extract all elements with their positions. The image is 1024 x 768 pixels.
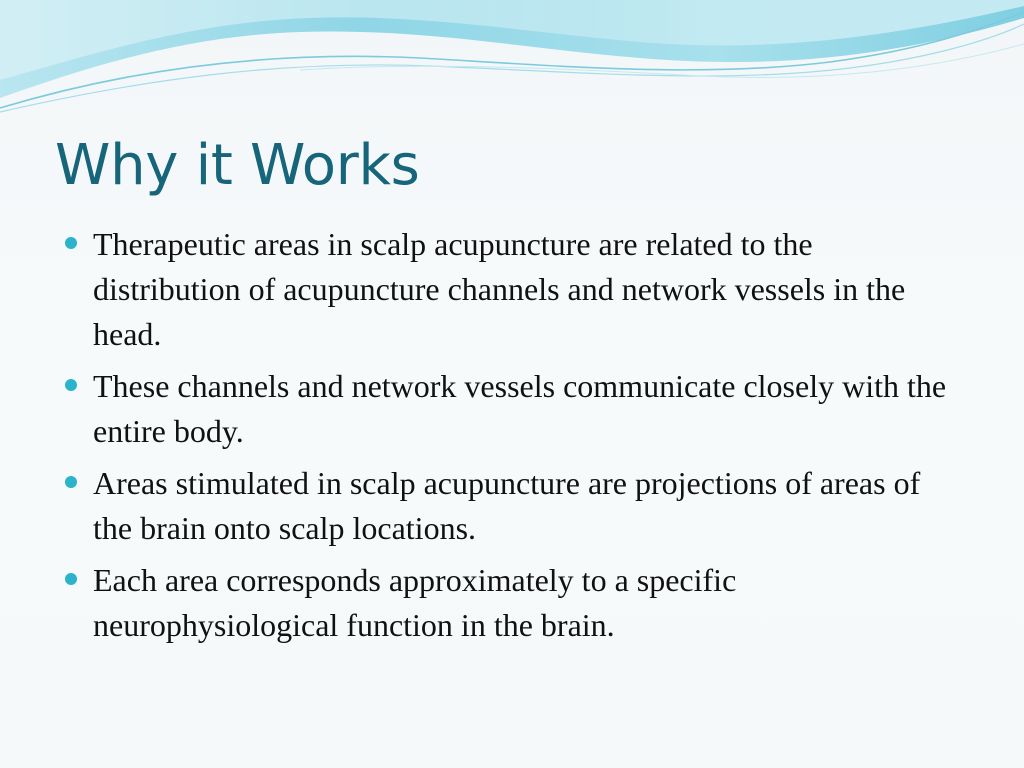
bullet-text: These channels and network vessels communicate closely with the entire body. [93,368,947,449]
bullet-item [62,222,962,357]
bullet-text: Therapeutic areas in scalp acupuncture are related to the distribution of acupuncture channels and network vessels in the head. [93,226,906,352]
bullet-marker-icon [65,573,77,585]
bullet-list [62,222,962,655]
decorative-wave-header [0,0,1024,120]
bullet-item [62,364,962,454]
bullet-text: Areas stimulated in scalp acupuncture are projections of areas of the brain onto scalp locations. [93,465,921,546]
slide-title: Why it Works [55,133,420,198]
bullet-text: Each area corresponds approximately to a specific neurophysiological function in the brain. [93,562,737,643]
bullet-marker-icon [65,237,77,249]
bullet-item [62,558,962,648]
bullet-marker-icon [65,476,77,488]
bullet-marker-icon [65,379,77,391]
bullet-item [62,461,962,551]
